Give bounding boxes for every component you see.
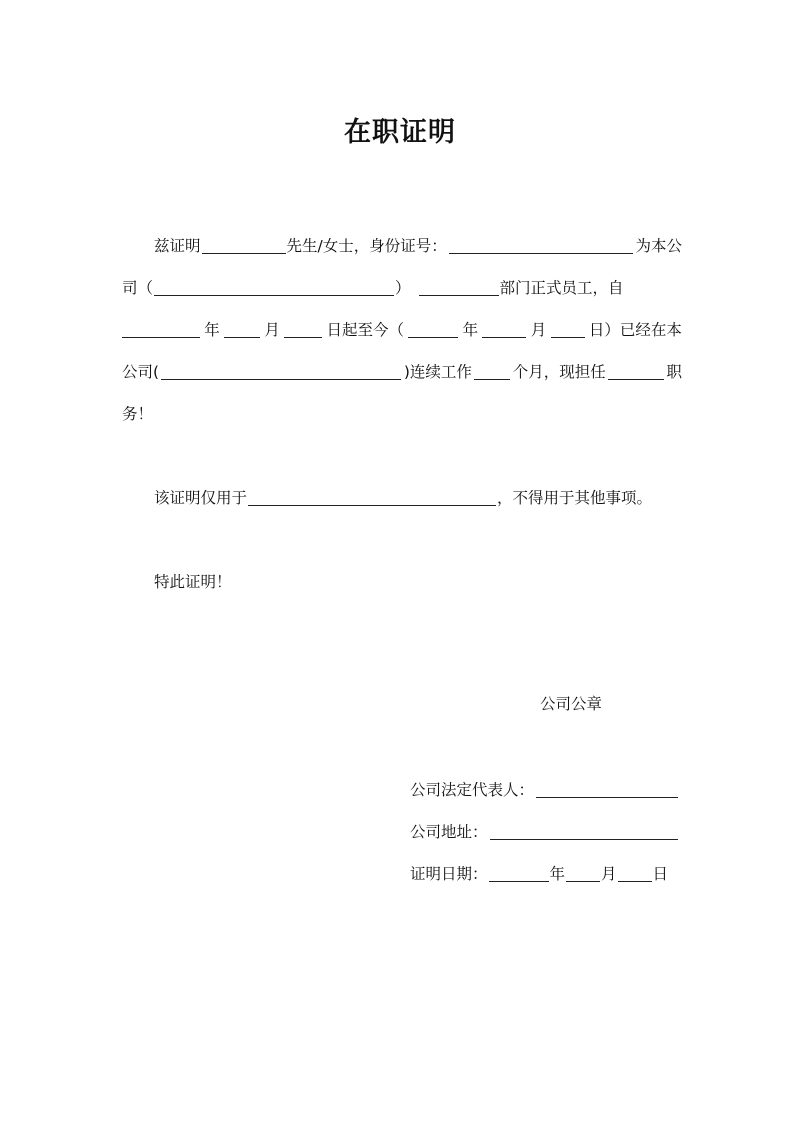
date-month-blank[interactable] (566, 863, 600, 882)
text-segment: 兹证明 (154, 237, 201, 255)
text-segment: 为本公 (635, 237, 682, 255)
paragraph1-line4 (122, 358, 682, 382)
text-segment: 年 (549, 865, 566, 883)
text-segment: ，不得用于其他事项。 (497, 489, 653, 507)
address-row (410, 818, 678, 842)
date-label: 证明日期： (410, 865, 488, 883)
text-segment: ） (395, 279, 411, 297)
legal-rep-row (410, 776, 678, 800)
paragraph2-line (122, 484, 682, 508)
text-segment: 部门正式员工，自 (499, 279, 624, 297)
start-month-blank[interactable] (224, 319, 260, 338)
end-year-blank[interactable] (408, 319, 458, 338)
text-segment: 职 (666, 363, 682, 381)
legal-rep-blank[interactable] (536, 779, 678, 798)
department-blank[interactable] (419, 277, 499, 296)
text-segment: 月 (264, 321, 280, 339)
text-segment: 月 (530, 321, 547, 339)
text-segment: 先生/女士，身份证号： (286, 237, 447, 255)
text-segment: 司（ (122, 279, 154, 297)
text-segment: 日 (652, 865, 669, 883)
text-segment: 年 (204, 321, 220, 339)
months-blank[interactable] (474, 361, 510, 380)
text-segment: 年 (462, 321, 479, 339)
text-segment: 该证明仅用于 (154, 489, 248, 507)
address-blank[interactable] (490, 821, 678, 840)
end-day-blank[interactable] (551, 319, 585, 338)
paragraph1-line5 (122, 400, 682, 424)
text-segment: 日）已经在本 (588, 321, 682, 339)
text-segment: 月 (601, 865, 617, 883)
legal-rep-label: 公司法定代表人： (410, 781, 535, 799)
paragraph1-line1 (122, 232, 682, 256)
text-segment: 日起至今（ (326, 321, 405, 339)
date-year-blank[interactable] (489, 863, 549, 882)
paragraph1-line3 (122, 316, 682, 340)
text-segment: )连续工作 (403, 363, 472, 381)
text-segment: 公司( (122, 363, 160, 381)
date-day-blank[interactable] (618, 863, 652, 882)
position-blank[interactable] (608, 361, 664, 380)
paragraph3-line (122, 568, 682, 592)
company-blank-2[interactable] (161, 361, 401, 380)
text-segment: 特此证明！ (154, 573, 232, 591)
start-year-blank[interactable] (122, 319, 200, 338)
company-blank[interactable] (154, 277, 394, 296)
name-blank[interactable] (202, 235, 286, 254)
date-row (410, 860, 678, 884)
start-day-blank[interactable] (284, 319, 322, 338)
company-seal-label: 公司公章 (540, 695, 603, 713)
id-number-blank[interactable] (449, 235, 634, 254)
address-label: 公司地址： (410, 823, 488, 841)
end-month-blank[interactable] (482, 319, 526, 338)
document-title: 在职证明 (344, 117, 456, 148)
text-segment: 个月，现担任 (512, 363, 606, 381)
paragraph1-line2 (122, 274, 682, 298)
text-segment: 务！ (122, 405, 154, 423)
purpose-blank[interactable] (248, 487, 496, 506)
